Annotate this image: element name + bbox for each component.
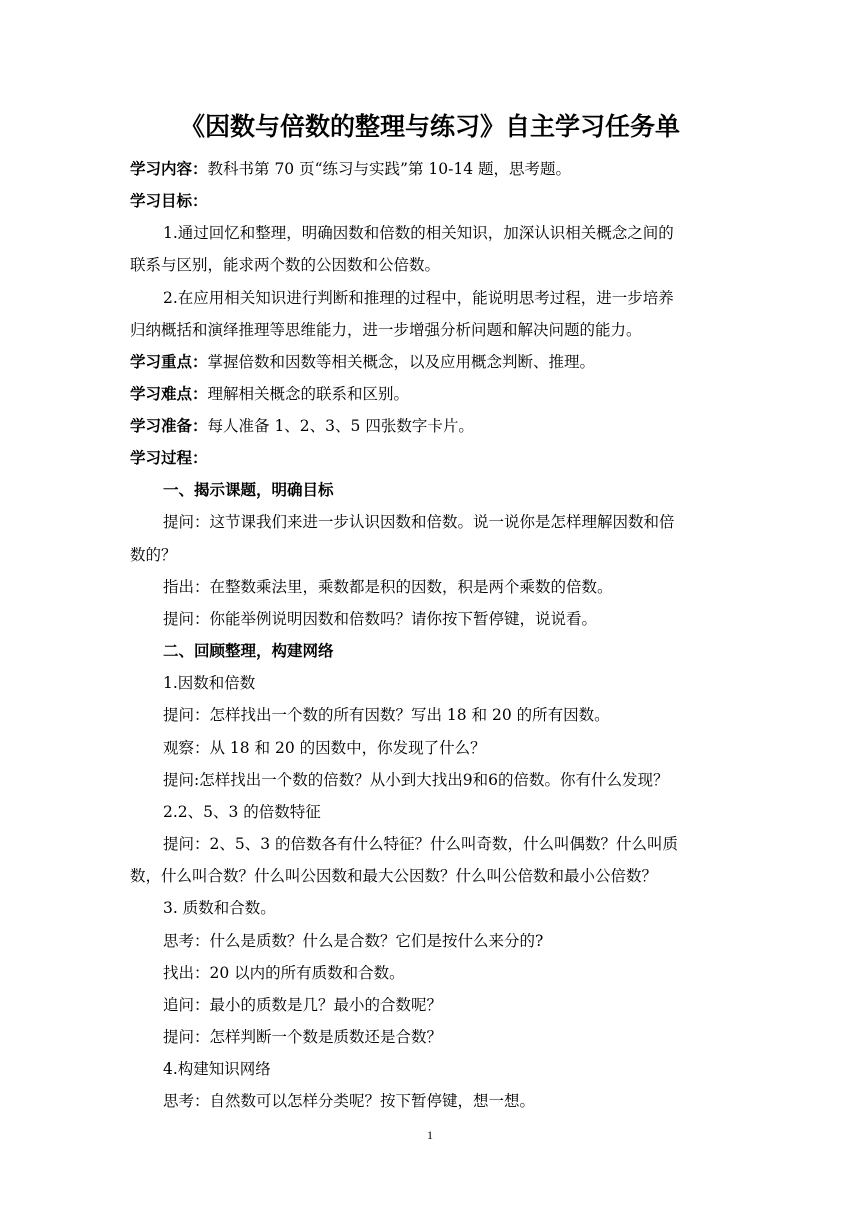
page-number: 1 [427,1128,433,1142]
s2-item-1-observe: 观察：从 18 和 20 的因数中，你发现了什么？ [163,739,486,757]
s2-item-2-question-a: 提问：2、5、3 的倍数各有什么特征？什么叫奇数，什么叫偶数？什么叫质 [163,835,679,853]
s1-question-1b: 数的？ [130,546,177,564]
prep-label: 学习准备： [130,417,208,435]
content-label: 学习内容： [130,160,208,178]
s2-item-1: 1.因数和倍数 [163,674,256,692]
s2-item-3-think: 思考：什么是质数？什么是合数？它们是按什么来分的? [163,932,544,950]
s1-question-1a: 提问：这节课我们来进一步认识因数和倍数。说一说你是怎样理解因数和倍 [163,513,675,531]
s2-item-3-question: 提问：怎样判断一个数是质数还是合数？ [163,1028,443,1046]
prep-text: 每人准备 1、2、3、5 四张数字卡片。 [207,417,474,435]
prep-line [130,416,474,436]
s2-item-1-question: 提问：怎样找出一个数的所有因数？写出 18 和 20 的所有因数。 [163,706,610,724]
goal-1-line-b: 联系与区别，能求两个数的公因数和公倍数。 [130,256,441,274]
s2-item-4: 4.构建知识网络 [163,1060,271,1078]
content-line [130,159,571,179]
s1-question-2: 提问：你能举例说明因数和倍数吗？请你按下暂停键，说说看。 [163,610,598,628]
s2-item-3-ask: 追问：最小的质数是几？最小的合数呢？ [163,996,443,1014]
difficulty-text: 理解相关概念的联系和区别。 [207,385,410,403]
goal-2-line-a: 2.在应用相关知识进行判断和推理的过程中，能说明思考过程，进一步培养 [163,289,674,307]
page-title: 《因数与倍数的整理与练习》自主学习任务单 [179,112,680,141]
goals-label: 学习目标： [130,192,208,210]
s2-item-2-question-b: 数，什么叫合数？什么叫公因数和最大公因数？什么叫公倍数和最小公倍数？ [130,867,658,885]
content-text: 教科书第 70 页“练习与实践”第 10-14 题，思考题。 [207,160,571,178]
s2-item-4-think: 思考：自然数可以怎样分类呢？按下暂停键，想一想。 [163,1092,536,1110]
key-text: 掌握倍数和因数等相关概念，以及应用概念判断、推理。 [207,353,596,371]
section-2-heading: 二、回顾整理，构建网络 [163,642,334,660]
key-line [130,352,595,372]
goal-2-line-b: 归纳概括和演绎推理等思维能力，进一步增强分析问题和解决问题的能力。 [130,321,642,339]
s1-point: 指出：在整数乘法里，乘数都是积的因数，积是两个乘数的倍数。 [163,578,613,596]
goal-1-line-a: 1.通过回忆和整理，明确因数和倍数的相关知识，加深认识相关概念之间的 [163,224,674,242]
s2-item-2: 2.2、5、3 的倍数特征 [163,803,321,821]
s2-item-3-find: 找出：20 以内的所有质数和合数。 [163,964,405,982]
s2-item-1-question-2: 提问:怎样找出一个数的倍数？从小到大找出9和6的倍数。你有什么发现？ [163,771,669,789]
difficulty-label: 学习难点： [130,385,208,403]
difficulty-line [130,384,409,404]
process-label: 学习过程： [130,449,208,467]
section-1-heading: 一、揭示课题，明确目标 [163,481,334,499]
key-label: 学习重点： [130,353,208,371]
s2-item-3: 3. 质数和合数。 [163,899,276,917]
